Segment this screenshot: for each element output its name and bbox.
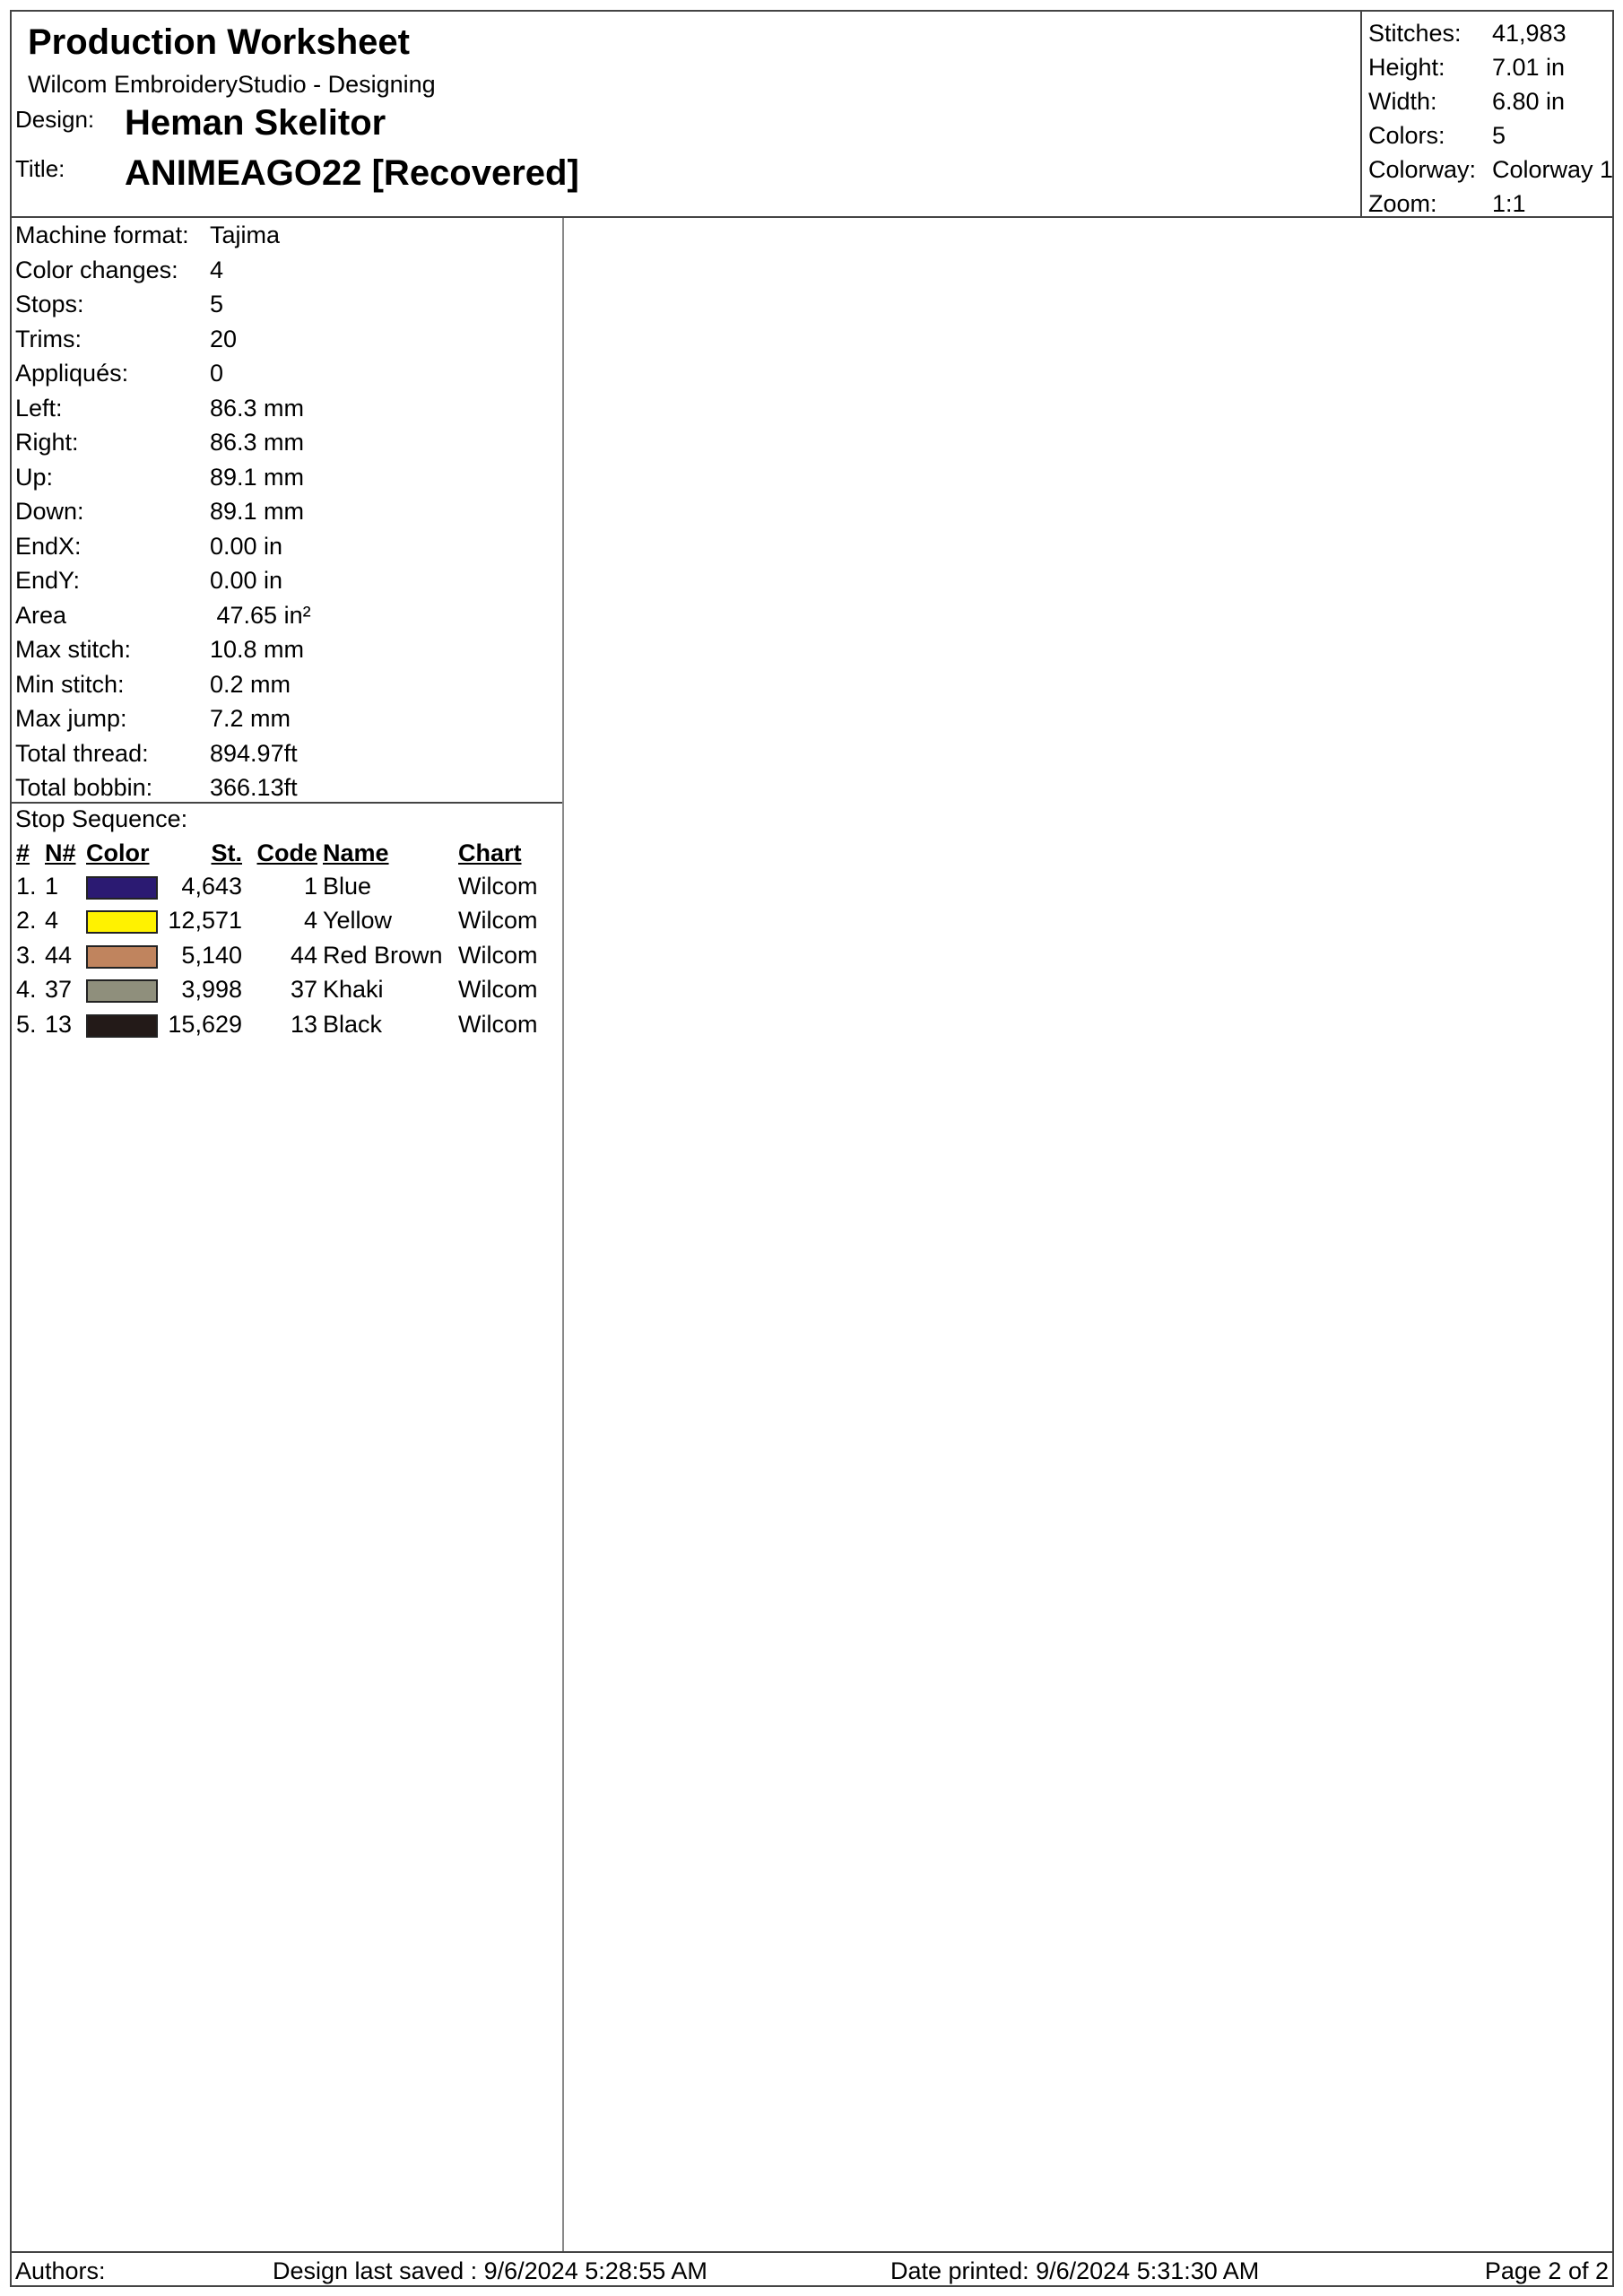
stitch-count: 3,998 [181,976,242,1004]
color-name: Blue [323,872,372,900]
detail-row: Area 47.65 in² [15,601,311,629]
stat-row: Colors: 5 [1368,122,1506,149]
row-index: 1. [16,872,37,900]
details-panel [10,218,564,2251]
thread-color-swatch [86,876,158,900]
last-saved: Design last saved : 9/6/2024 5:28:55 AM [273,2257,707,2284]
table-row [13,904,541,939]
needle-number: 37 [45,976,73,1004]
color-chart: Wilcom [458,907,538,935]
color-name: Yellow [323,907,393,935]
color-swatch [83,869,164,904]
stitch-count: 15,629 [168,1010,242,1038]
color-name: Black [323,1010,383,1038]
authors-label: Authors: [15,2257,106,2284]
needle-number: 13 [45,1010,73,1038]
col-header: Code [256,839,317,866]
color-code: 1 [303,872,317,900]
detail-row: Up: 89.1 mm [15,463,305,491]
date-printed: Date printed: 9/6/2024 5:31:30 AM [890,2257,1260,2284]
detail-row: Total bobbin: 366.13ft [15,774,298,801]
detail-row: Down: 89.1 mm [15,498,305,525]
thread-color-swatch [86,979,158,1003]
col-header: Chart [458,839,522,866]
color-swatch [83,938,164,973]
detail-row: Stops: 5 [15,291,224,317]
row-index: 4. [16,976,37,1004]
row-index: 2. [16,907,37,935]
table-row [13,973,541,1008]
table-row [13,869,541,904]
stat-row: Width: 6.80 in [1368,88,1566,115]
stat-row: Height: 7.01 in [1368,54,1566,81]
table-row [13,938,541,973]
detail-row: Appliqués: 0 [15,360,224,387]
color-chart: Wilcom [458,976,538,1004]
worksheet-footer [10,2251,1614,2287]
color-code: 44 [290,941,317,969]
stop-sequence-table [13,837,541,1042]
col-header: St. [211,839,242,866]
color-chart: Wilcom [458,941,538,969]
col-header: # [16,839,30,866]
detail-row: Max stitch: 10.8 mm [15,636,305,663]
color-code: 4 [303,907,317,935]
stat-row: Stitches: 41,983 [1368,20,1567,47]
thread-color-swatch [86,1014,158,1038]
page-title: Production Worksheet [28,22,410,62]
col-header: N# [45,839,76,866]
stat-row: Zoom: 1:1 [1368,190,1526,217]
color-chart: Wilcom [458,1010,538,1038]
stitch-count: 4,643 [181,872,242,900]
stats-panel [1360,10,1614,216]
stitch-count: 5,140 [181,941,242,969]
detail-row: Trims: 20 [15,325,238,352]
needle-number: 44 [45,941,73,969]
table-row [13,1007,541,1042]
color-swatch [83,973,164,1008]
detail-row: Color changes: 4 [15,256,224,283]
detail-row: Max jump: 7.2 mm [15,705,291,732]
col-header: Color [86,839,150,866]
page-number: Page 2 of 2 [1484,2257,1609,2284]
design-title: ANIMEAGO22 [Recovered] [125,153,579,193]
row-index: 5. [16,1010,37,1038]
detail-row: Machine format: Tajima [15,222,281,248]
color-code: 13 [290,1010,317,1038]
color-name: Red Brown [323,941,443,969]
col-header: Name [323,839,389,866]
design-name: Heman Skelitor [125,103,386,143]
color-code: 37 [290,976,317,1004]
detail-row: Min stitch: 0.2 mm [15,670,291,698]
software-name: Wilcom EmbroideryStudio - Designing [28,71,436,98]
detail-row: EndY: 0.00 in [15,567,283,594]
worksheet-header [10,10,1614,218]
section-divider [10,802,562,804]
stitch-count: 12,571 [168,907,242,935]
stop-sequence-title: Stop Sequence: [15,805,188,832]
design-label: Design: [15,106,95,133]
needle-number: 4 [45,907,59,935]
detail-row: EndX: 0.00 in [15,532,283,560]
title-label: Title: [15,155,65,182]
table-header-row [13,837,541,869]
color-swatch [83,904,164,939]
color-chart: Wilcom [458,872,538,900]
color-name: Khaki [323,976,384,1004]
detail-row: Total thread: 894.97ft [15,739,298,767]
stat-row: Colorway: Colorway 1 [1368,156,1614,183]
detail-row: Left: 86.3 mm [15,394,305,422]
row-index: 3. [16,941,37,969]
color-swatch [83,1007,164,1042]
thread-color-swatch [86,910,158,934]
thread-color-swatch [86,945,158,969]
detail-row: Right: 86.3 mm [15,429,305,456]
needle-number: 1 [45,872,59,900]
